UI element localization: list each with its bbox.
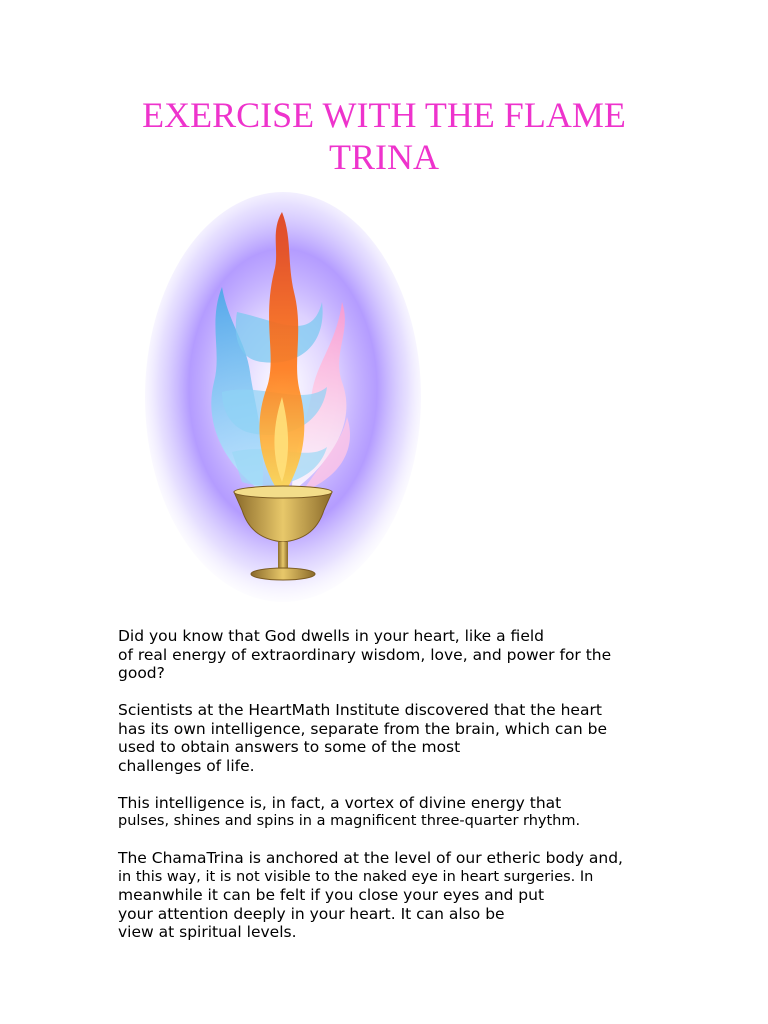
paragraph-line: used to obtain answers to some of the most — [118, 738, 461, 756]
paragraph-line: in this way, it is not visible to the naked eye in heart surgeries. In — [118, 868, 594, 885]
paragraph-line: your attention deeply in your heart. It can also be — [118, 904, 505, 923]
title-line-2: TRINA — [329, 137, 439, 177]
paragraph-line: This intelligence is, in fact, a vortex of divine energy that — [118, 793, 562, 812]
paragraph-line: Did you know that God dwells in your heart, like a field — [118, 627, 545, 645]
paragraph-line: of real energy of extraordinary wisdom, love, and power for the — [118, 645, 612, 664]
paragraph-line: Scientists at the HeartMath Institute discovered that the heart — [118, 701, 602, 719]
three-fold-flame-chalice-icon — [142, 192, 424, 610]
page-title — [0, 94, 768, 178]
paragraph-2 — [118, 701, 678, 775]
paragraph-line: has its own intelligence, separate from the brain, which can be — [118, 719, 608, 738]
paragraph-line: view at spiritual levels. — [118, 923, 297, 941]
paragraph-line: meanwhile it can be felt if you close your eyes and put — [118, 886, 545, 904]
paragraph-1 — [118, 627, 678, 683]
paragraph-line: good? — [118, 664, 165, 682]
paragraph-4 — [118, 849, 678, 942]
paragraph-3 — [118, 794, 678, 831]
paragraph-line: The ChamaTrina is anchored at the level of our etheric body and, — [118, 849, 623, 867]
paragraph-line: challenges of life. — [118, 756, 255, 775]
paragraph-line: pulses, shines and spins in a magnificent three-quarter rhythm. — [118, 813, 581, 829]
article-body — [118, 627, 678, 960]
title-line-1: EXERCISE WITH THE FLAME — [142, 95, 626, 135]
